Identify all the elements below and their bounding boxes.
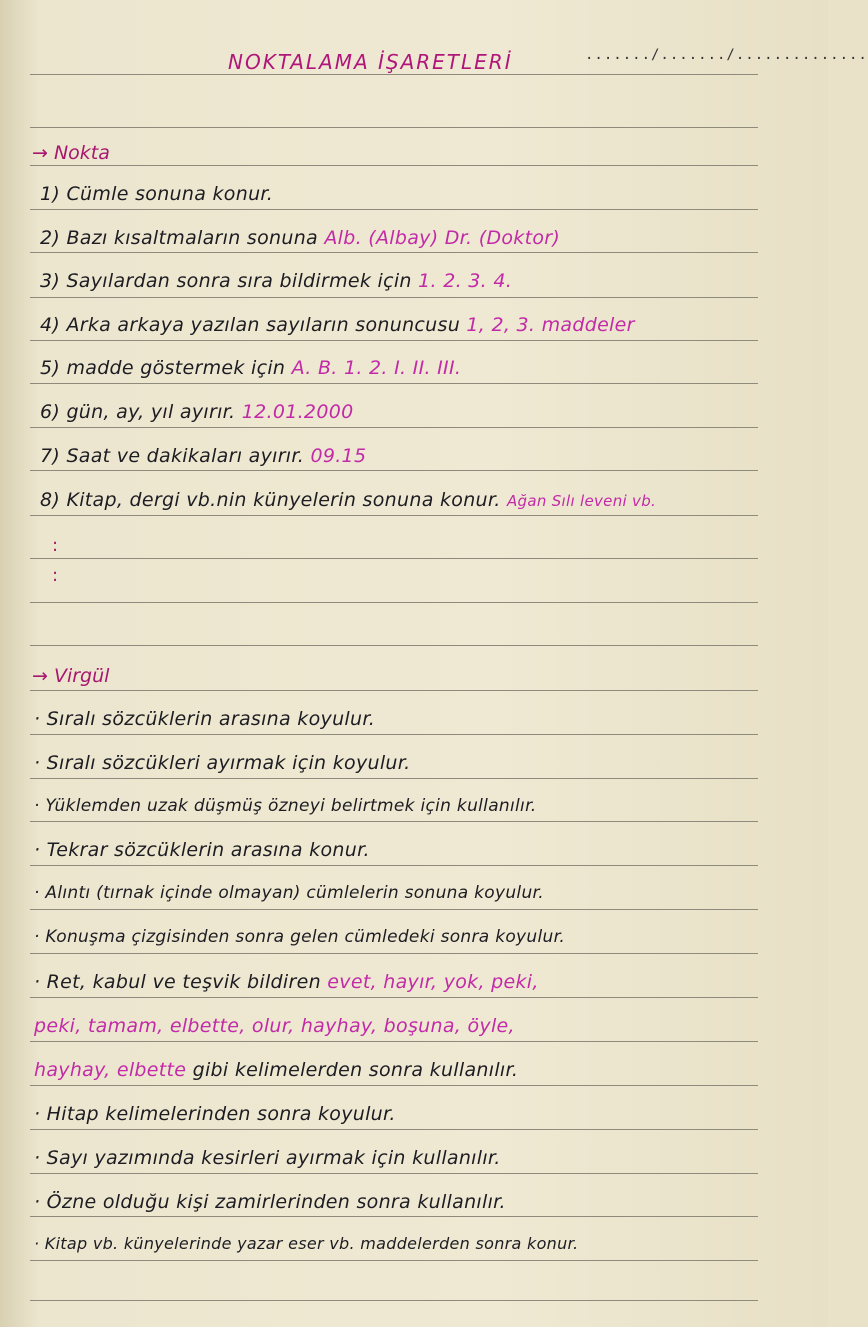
rule-line: · Sayı yazımında kesirleri ayırmak için kullanılır. <box>34 1147 501 1169</box>
ruled-line <box>30 1041 758 1042</box>
ruled-line <box>30 1129 758 1130</box>
rule-line: peki, tamam, elbette, olur, hayhay, boşuna, öyle, <box>34 1015 515 1037</box>
rule-line: · Özne olduğu kişi zamirlerinden sonra kullanılır. <box>34 1191 506 1213</box>
ruled-line <box>30 558 758 559</box>
rule-line: · Sıralı sözcükleri ayırmak için koyulur. <box>34 752 411 774</box>
ruled-line <box>30 209 758 210</box>
ruled-line <box>30 602 758 603</box>
rule-line: · Tekrar sözcüklerin arasına konur. <box>34 839 370 861</box>
ruled-line <box>30 515 758 516</box>
ruled-line <box>30 252 758 253</box>
ruled-line <box>30 1300 758 1301</box>
trailing-marks: : <box>52 565 59 586</box>
ruled-line <box>30 427 758 428</box>
ruled-line <box>30 997 758 998</box>
ruled-line <box>30 909 758 910</box>
rule-line: · Ret, kabul ve teşvik bildiren evet, hayır, yok, peki, <box>34 971 539 993</box>
rule-line: 3) Sayılardan sonra sıra bildirmek için 1. 2. 3. 4. <box>40 270 513 292</box>
ruled-line <box>30 74 758 75</box>
ruled-line <box>30 127 758 128</box>
ruled-line <box>30 297 758 298</box>
rule-line: 1) Cümle sonuna konur. <box>40 183 274 205</box>
ruled-line <box>30 821 758 822</box>
date-field: ......./......./.............. <box>585 47 868 63</box>
rule-line: hayhay, elbette gibi kelimelerden sonra kullanılır. <box>34 1059 519 1081</box>
ruled-line <box>30 953 758 954</box>
rule-line: 7) Saat ve dakikaları ayırır. 09.15 <box>40 445 367 467</box>
ruled-line <box>30 165 758 166</box>
ruled-line <box>30 1173 758 1174</box>
section-heading-virgul: → Virgül <box>32 665 110 687</box>
rule-line: · Alıntı (tırnak içinde olmayan) cümlelerin sonuna koyulur. <box>34 883 544 903</box>
rule-line: · Yüklemden uzak düşmüş özneyi belirtmek için kullanılır. <box>34 796 537 816</box>
ruled-line <box>30 1085 758 1086</box>
ruled-line <box>30 1216 758 1217</box>
ruled-line <box>30 778 758 779</box>
rule-line: 6) gün, ay, yıl ayırır. 12.01.2000 <box>40 401 354 423</box>
ruled-line <box>30 645 758 646</box>
ruled-line <box>30 690 758 691</box>
ruled-line <box>30 340 758 341</box>
rule-line: 4) Arka arkaya yazılan sayıların sonuncusu 1, 2, 3. maddeler <box>40 314 635 336</box>
ruled-line <box>30 865 758 866</box>
ruled-line <box>30 1260 758 1261</box>
trailing-marks: : <box>52 535 59 556</box>
section-heading-nokta: → Nokta <box>32 142 110 164</box>
rule-line: · Konuşma çizgisinden sonra gelen cümledeki sonra koyulur. <box>34 927 566 947</box>
ruled-line <box>30 383 758 384</box>
ruled-line <box>30 470 758 471</box>
rule-line: 5) madde göstermek için A. B. 1. 2. I. II. III. <box>40 357 462 379</box>
rule-line: · Kitap vb. künyelerinde yazar eser vb. maddelerden sonra konur. <box>34 1234 579 1253</box>
ruled-line <box>30 734 758 735</box>
rule-line: · Hitap kelimelerinden sonra koyulur. <box>34 1103 396 1125</box>
page-title: NOKTALAMA İŞARETLERİ <box>228 50 513 74</box>
rule-line: 8) Kitap, dergi vb.nin künyelerin sonuna konur. Ağan Sılı leveni vb. <box>40 489 657 511</box>
rule-line: · Sıralı sözcüklerin arasına koyulur. <box>34 708 376 730</box>
rule-line: 2) Bazı kısaltmaların sonuna Alb. (Albay) Dr. (Doktor) <box>40 227 561 249</box>
